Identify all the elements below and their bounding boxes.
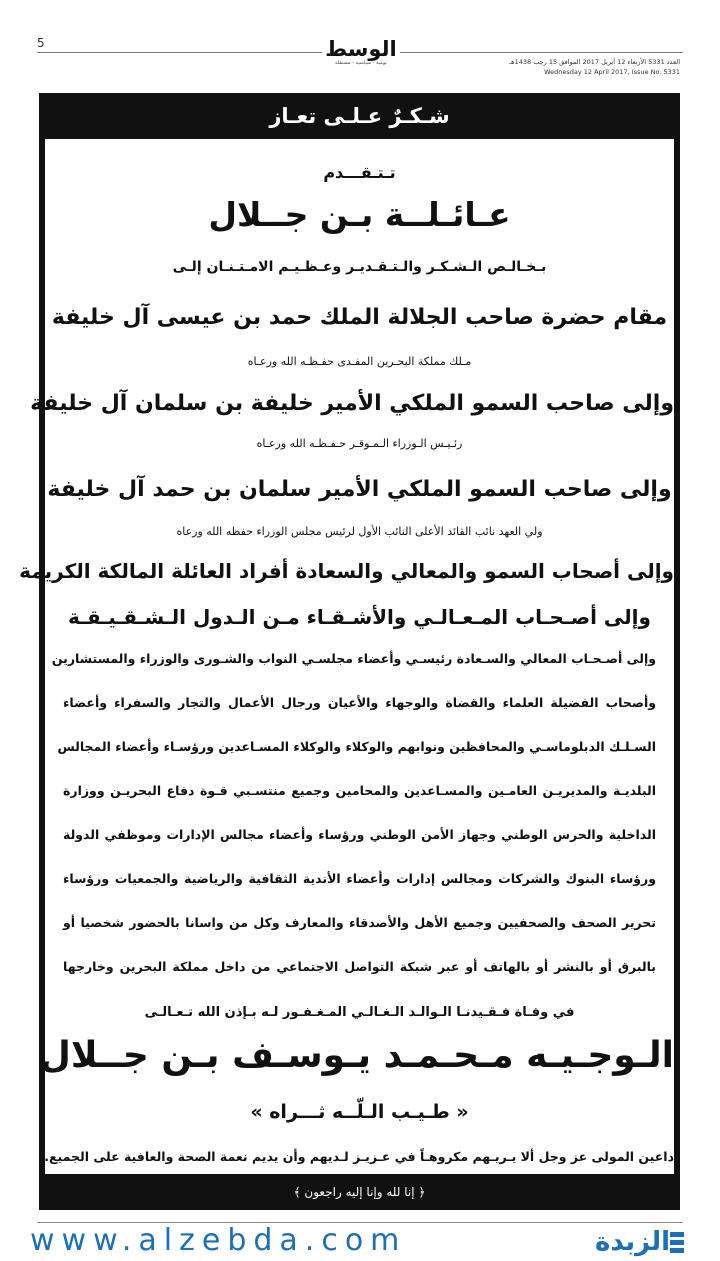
page-number: 5 — [37, 36, 45, 50]
issue-info — [509, 57, 680, 77]
ad-header: شـكـرٌ عـلـى تعـاز — [269, 104, 450, 128]
paragraph-line: بالبرق أو بالنشر أو بالهاتف أو عبر شبكة التواصل الاجتماعي من داخل مملكة البحرين وخارجها — [63, 959, 656, 974]
crown-prince-subtitle: ولي العهد نائب القائد الأعلى النائب الأول لرئيس مجلس الوزراء حفظه الله ورعاه — [176, 525, 543, 538]
paragraph-line: تحرير الصحف والصحفيين وجميع الأهل والأصدقاء والمعارف وكل من واسانا بالحضور شخصيا أو — [63, 915, 656, 930]
paragraph-line: ورؤساء البنوك والشركات ومجالس إدارات وأعضاء الأندية الثقافية والرياضية والجمعيات ورؤساء — [63, 871, 656, 886]
brand-word: الزبدة — [595, 1227, 670, 1257]
gratitude-line: بـخـالـص الـشـكـر والـتـقـديـر وعـظـيـم الامـتـنـان إلـى — [172, 259, 547, 275]
deceased-name: الـوجـيـه مـحـمـد يـوسـف بـن جــلال — [39, 1035, 674, 1076]
prayer-line: داعين المولى عز وجل ألا يـريـهم مكروهـاً في عـزيـز لـديهم وأن يديم نعمة الصحة والعافية على الجميع. — [44, 1149, 674, 1164]
masthead-logo — [322, 38, 400, 66]
king-line: مقام حضرة صاحب الجلالة الملك حمد بن عيسى آل خليفة — [51, 305, 668, 330]
issue-line-en: Wednesday 12 April 2017, Issue No. 5331 — [544, 68, 680, 76]
logo-word: الوسط — [325, 37, 397, 61]
issue-line-ar: العدد 5331 الأربعاء 12 أبريل 2017 الموافق 15 رجب 1438هـ — [509, 58, 680, 66]
king-subtitle: مـلك مملكة البحـرين المفـدى حفـظـه الله ورعـاه — [247, 355, 472, 368]
condolence-ad — [19, 93, 680, 1210]
death-line: في وفـاة فـقـيدنـا الـوالـد الـغـالـي المـغـفـور لـه بـإذن الله تـعـالـى — [144, 1005, 575, 1020]
family-name: عـائـلــة بـن جــلال — [208, 195, 511, 234]
intro-line: تـتـقـــدم — [323, 163, 396, 182]
ad-footer-verse: ﴿ إنا لله وإنا إليه راجعون ﴾ — [293, 1185, 426, 1199]
crown-prince-line: وإلى صاحب السمو الملكي الأمير سلمان بن حمد آل خليفة — [47, 477, 672, 502]
paragraph-line: السـلـك الدبلوماسـي والمحافظين ونوابهم والوكلاء والوكلاء المسـاعدين ورؤسـاء وأعضاء المجالس — [57, 739, 656, 754]
ad-body — [19, 139, 674, 1174]
paragraph-line: وإلى أصـحـاب المعالي والسـعادة رئيسـي وأعضاء مجلسـي النواب والشـورى والوزراء والمستشارين — [51, 651, 656, 666]
pm-subtitle: رئـيـس الـوزراء الـمـوقـر حـفـظـه الله ورعـاه — [256, 437, 463, 450]
epithet: « طـيـب الـلّــه ثـــراه » — [250, 1101, 469, 1123]
sister-states-line: وإلى أصـحـاب المـعـالـي والأشـقـاء مـن الـدول الـشـقـيـقـة — [68, 605, 651, 629]
brand-logo — [595, 1224, 688, 1260]
royal-family-line: وإلى أصحاب السمو والمعالي والسعادة أفراد العائلة المالكة الكريمة — [19, 559, 674, 583]
site-url[interactable]: www.alzebda.com — [30, 1223, 407, 1258]
paragraph-line: وأصحاب الفضيلة العلماء والقضاة والوجهاء والأعيان ورجال الأعمال والتجار والسفراء وأعضاء — [63, 695, 656, 710]
paragraph-line: الداخلية والحرس الوطني وجهاز الأمن الوطني ورؤساء وأعضاء مجالس الإدارات وموظفي الدولة — [63, 827, 656, 842]
brand-mark-icon — [670, 1232, 684, 1253]
logo-tagline: يومية - سياسية - مستقلة — [335, 60, 387, 66]
paragraph-line: البلديـة والمديريـن العامـين والمسـاعدين والمحامين وجميع منتسـبي قـوة دفاع البحريـن ووزارة — [63, 783, 656, 798]
pm-line: وإلى صاحب السمو الملكي الأمير خليفة بن سلمان آل خليفة — [30, 391, 674, 416]
